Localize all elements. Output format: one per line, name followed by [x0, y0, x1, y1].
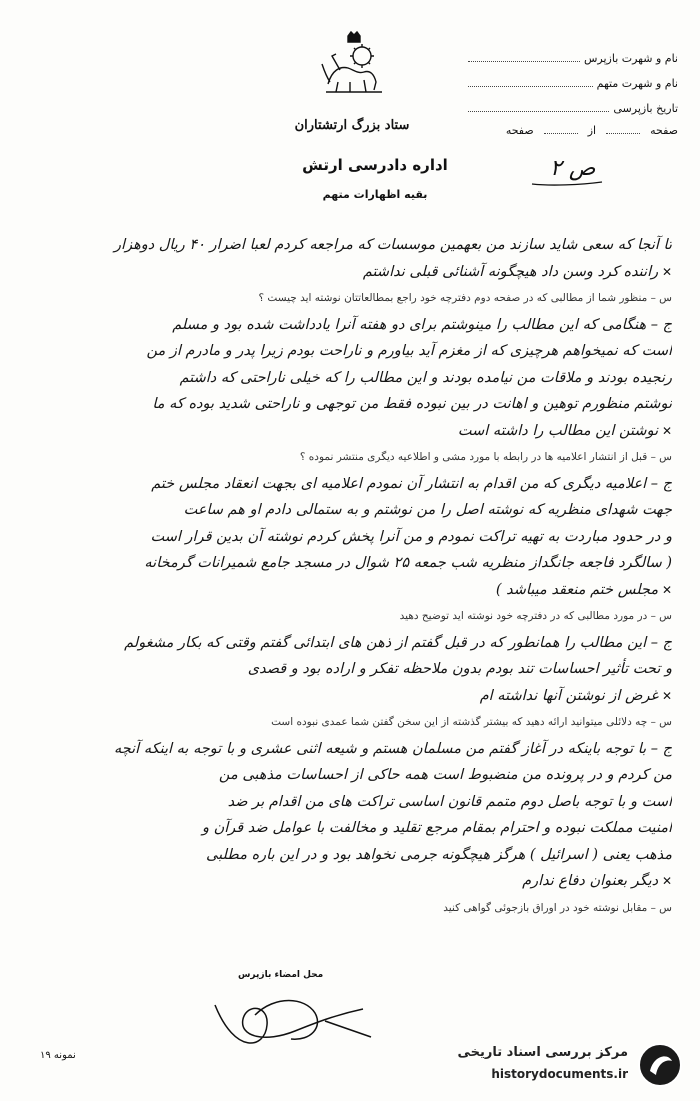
statement-line: من کردم و در پرونده من منضبوط است همه حاکی از احساسات مذهبی من	[218, 767, 672, 783]
question-line: س – مقابل نوشته خود در اوراق بازجوئی گواهی کنید	[443, 901, 672, 914]
archive-logo-icon	[636, 1041, 684, 1089]
organization-name: ستاد بزرگ ارتشتاران	[294, 118, 410, 133]
question-line: س – در مورد مطالبی که در دفترچه خود نوشته اید توضیح دهید	[399, 610, 672, 622]
statement-line: ج – هنگامی که این مطالب را مینوشتم برای دو هفته آنرا یادداشت شده بود و مسلم	[172, 316, 672, 333]
statement-body	[40, 232, 672, 921]
statement-line: مذهب یعنی ( اسرائیل ) هرگز هیچگونه جرمی نخواهد بود و در این باره مطلبی	[206, 846, 672, 863]
accused-name-field: نام و شهرت متهم	[468, 65, 678, 90]
statement-line: ( سالگرد فاجعه جانگداز منظریه شب جمعه ۲۵ شوال در مسجد جامع شمیرانات گرمخانه	[144, 555, 672, 571]
lion-and-sun-emblem	[318, 30, 390, 98]
watermark-name: مرکز بررسی اسناد تاریخی	[457, 1045, 628, 1060]
question-line: س – چه دلائلی میتوانید ارائه دهید که بیشتر گذشته از این سخن گفتن شما عمدی نبوده است	[271, 716, 672, 728]
handwritten-page-number: ص ۲	[530, 152, 610, 192]
statement-line: ✕ غرض از نوشتن آنها نداشته ام	[40, 683, 672, 710]
form-subtitle: بقیه اظهارات متهم	[322, 188, 428, 201]
statement-line: تا آنجا که سعی شاید سازند من بعهمین موسسات که مراجعه کردم لعبا اضرار ۴۰ ریال دوهزار	[114, 237, 672, 253]
statement-line: ✕ راننده کرد وسن داد هیچگونه آشنائی قبلی نداشتم	[40, 259, 672, 286]
statement-line: ج – این مطالب را همانطور که در قبل گفتم از ذهن های ابتدائی گفتم وقتی که بکار مشغولم	[124, 634, 672, 651]
statement-line: نوشتم منظورم توهین و اهانت در بین نبوده فقط من توجهی و ناراحتی شدید بوده که ما	[152, 396, 672, 412]
statement-line: است و با توجه باصل دوم متمم قانون اساسی تراکت های من اقدام بر ضد	[227, 793, 672, 810]
statement-line: است که نمیخواهم هرچیزی که از مغزم آید بیاورم و ناراحت بودم زیرا پدر و مادرم از من	[146, 343, 672, 359]
archive-watermark	[410, 1039, 690, 1091]
form-number: نمونه ۱۹	[40, 1050, 76, 1061]
department-title: اداره دادرسی ارتش	[302, 156, 448, 174]
question-line: س – قبل از انتشار اعلامیه ها در رابطه با مورد مشی و اطلاعیه دیگری منتشر نموده ؟	[299, 451, 672, 463]
header-fields	[468, 40, 678, 137]
statement-line: ج – با توجه باینکه در آغاز گفتم من مسلمان هستم و شیعه اثنی عشری و با توجه به اینکه آنچه	[114, 740, 672, 757]
question-line: س – منظور شما از مطالبی که در صفحه دوم دفترچه خود راجع بمطالعاتتان نوشته اید چیست ؟	[258, 292, 672, 304]
statement-line: ✕ مجلس ختم منعقد میباشد )	[40, 577, 672, 604]
watermark-url: historydocuments.ir	[491, 1067, 628, 1081]
statement-line: ج – اعلامیه دیگری که من اقدام به انتشار آن نمودم اعلامیه ای بجهت انعقاد مجلس ختم	[151, 475, 672, 492]
statement-line: و تحت تأثیر احساسات تند بودم بدون ملاحظه تفکر و اراده بود و قصدی	[247, 661, 672, 677]
statement-line: ✕ دیگر بعنوان دفاع ندارم	[40, 868, 672, 895]
interrogation-date-field: تاریخ بازپرسی	[468, 90, 678, 115]
handwritten-signature	[195, 985, 385, 1055]
statement-line: امنیت مملکت نبوده و احترام بمقام مرجع تقلید و مخالفت با عوامل ضد قرآن و	[201, 820, 672, 836]
statement-line: و در حدود مباردت به تهیه تراکت نمودم و من آنرا پخش کردم نوشته آن بدین قرار است	[150, 528, 672, 545]
statement-line: رنجیده بودند و ملاقات من نیامده بودند و این مطالب را که خیلی ناراحتی که داشتم	[179, 369, 672, 386]
statement-line: ✕ نوشتن این مطالب را داشته است	[40, 418, 672, 445]
investigator-name-field: نام و شهرت بازپرس	[468, 40, 678, 65]
signature-caption: محل امضاء بازپرس	[238, 970, 324, 980]
page-count-field: صفحه از صفحه	[505, 124, 678, 137]
statement-line: جهت شهدای منظریه که نوشته اصل را من نوشتم و به ستمالی دادم او هم ساعت	[183, 502, 672, 518]
